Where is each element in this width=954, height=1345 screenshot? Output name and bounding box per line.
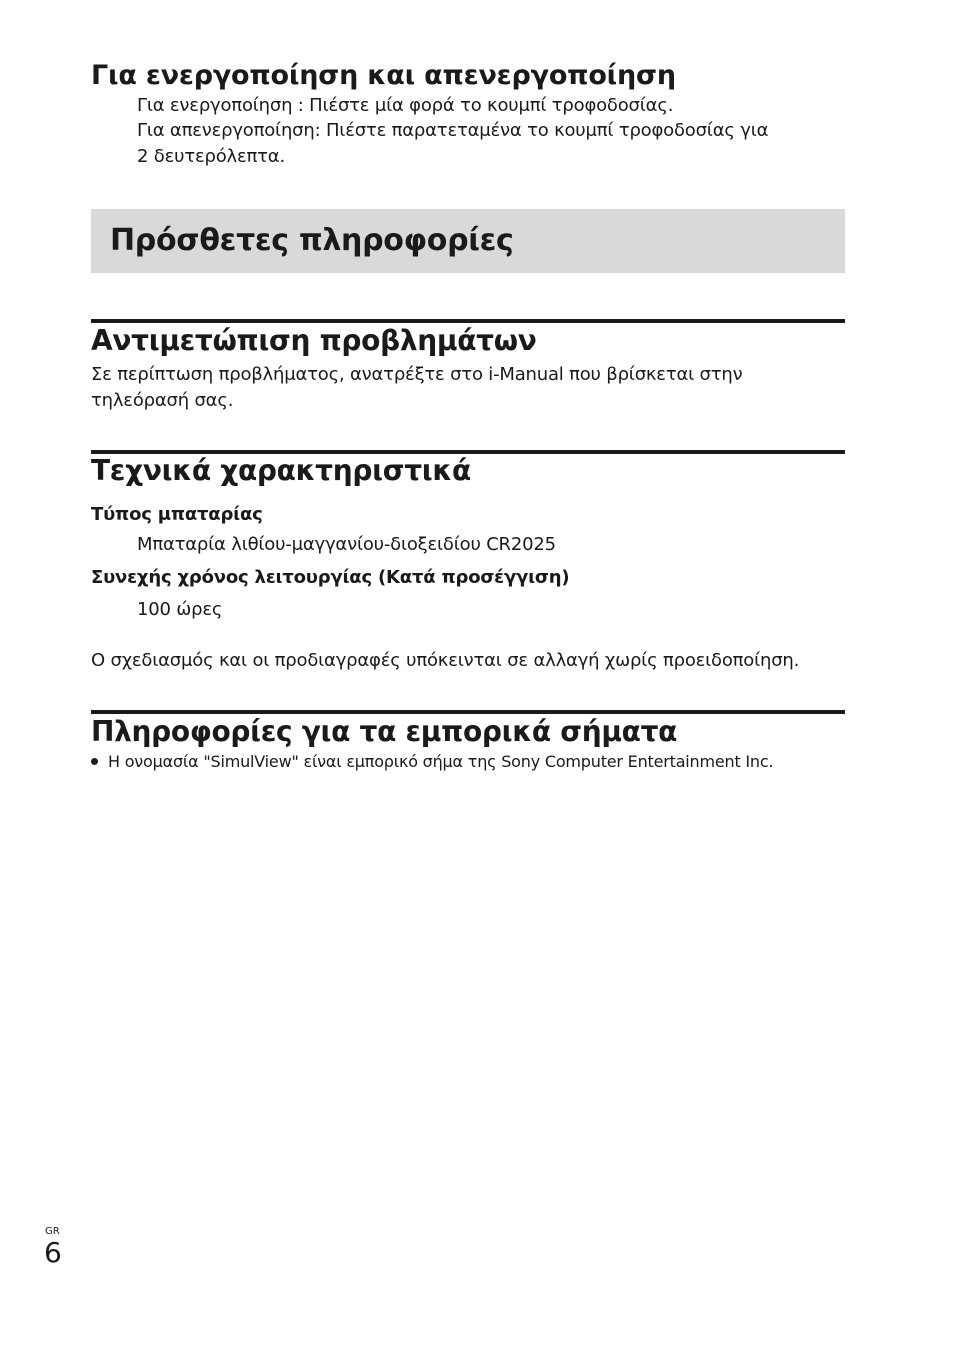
- troubleshooting-line-1: Σε περίπτωση προβλήματος, ανατρέξτε στο i-Manual που βρίσκεται στην: [91, 364, 743, 385]
- section-rule: [91, 710, 845, 714]
- section-banner: [91, 209, 845, 273]
- banner-title: Πρόσθετες πληροφορίες: [110, 223, 514, 258]
- power-on-line: Για ενεργοποίηση : Πιέστε μία φορά το κουμπί τροφοδοσίας.: [137, 95, 674, 116]
- specs-heading: Τεχνικά χαρακτηριστικά: [91, 454, 471, 487]
- trademark-text: Η ονομασία "SimulView" είναι εμπορικό σήμα της Sony Computer Entertainment Inc.: [108, 752, 774, 771]
- runtime-label: Συνεχής χρόνος λειτουργίας (Κατά προσέγγιση): [91, 567, 570, 588]
- page-number: 6: [44, 1236, 62, 1269]
- bullet-icon: [91, 758, 98, 765]
- language-tag: GR: [45, 1226, 60, 1237]
- troubleshooting-heading: Αντιμετώπιση προβλημάτων: [91, 324, 537, 357]
- trademark-item: [91, 752, 773, 771]
- battery-type-value: Μπαταρία λιθίου-μαγγανίου-διοξειδίου CR2025: [137, 534, 556, 555]
- section-rule: [91, 319, 845, 323]
- troubleshooting-line-2: τηλεόρασή σας.: [91, 390, 234, 411]
- runtime-value: 100 ώρες: [137, 599, 223, 620]
- specs-change-note: Ο σχεδιασμός και οι προδιαγραφές υπόκεινται σε αλλαγή χωρίς προειδοποίηση.: [91, 650, 800, 671]
- power-off-line: Για απενεργοποίηση: Πιέστε παρατεταμένα το κουμπί τροφοδοσίας για: [137, 120, 769, 141]
- power-off-line-cont: 2 δευτερόλεπτα.: [137, 146, 285, 167]
- trademarks-heading: Πληροφορίες για τα εμπορικά σήματα: [91, 715, 678, 748]
- power-heading: Για ενεργοποίηση και απενεργοποίηση: [91, 60, 676, 91]
- battery-type-label: Τύπος μπαταρίας: [91, 504, 263, 525]
